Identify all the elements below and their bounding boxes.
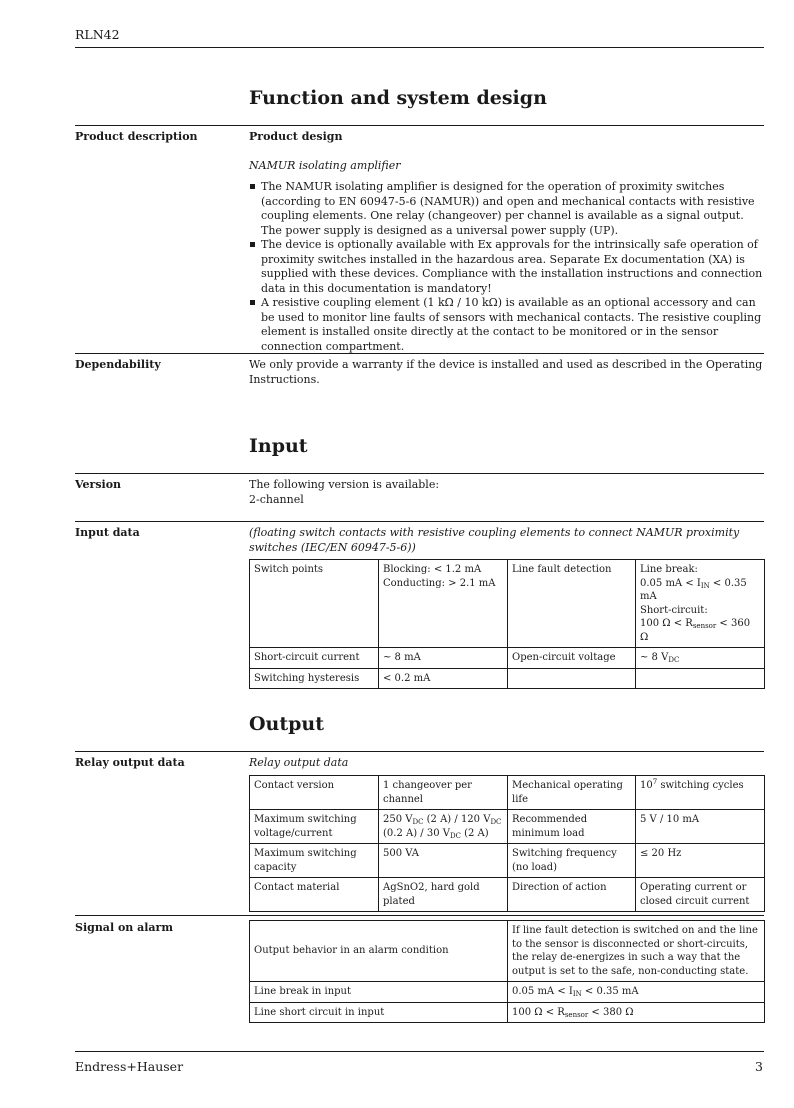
label-product-description: Product description bbox=[75, 130, 198, 143]
voltage-sub: DC bbox=[449, 831, 461, 840]
table-row bbox=[250, 982, 765, 1003]
table-row bbox=[250, 810, 765, 844]
section-title-function: Function and system design bbox=[249, 87, 547, 109]
product-bullets bbox=[249, 180, 764, 354]
table-cell: < 0.2 mA bbox=[379, 668, 508, 689]
divider bbox=[75, 473, 764, 474]
table-cell: ~ 8 mA bbox=[379, 648, 508, 669]
product-design-heading: Product design bbox=[249, 130, 343, 143]
table-cell bbox=[379, 560, 508, 648]
table-cell: Maximum switching voltage/current bbox=[250, 810, 379, 844]
table-cell: Line short circuit in input bbox=[250, 1002, 508, 1023]
table-cell bbox=[636, 668, 765, 689]
divider bbox=[75, 521, 764, 522]
range-lo: 0.05 mA < I bbox=[512, 986, 573, 997]
table-cell: Operating current or closed circuit current bbox=[636, 878, 765, 912]
version-intro: The following version is available: bbox=[249, 478, 440, 491]
voltage-line bbox=[383, 827, 503, 841]
table-cell: Line fault detection bbox=[508, 560, 636, 648]
table-cell: Mechanical operating life bbox=[508, 776, 636, 810]
table-cell: ≤ 20 Hz bbox=[636, 844, 765, 878]
label-relay-output: Relay output data bbox=[75, 756, 185, 769]
table-cell bbox=[636, 648, 765, 669]
dependability-text: We only provide a warranty if the device is installed and used as described in the Operating Instructions. bbox=[249, 358, 763, 386]
table-cell: AgSnO2, hard gold plated bbox=[379, 878, 508, 912]
table-cell bbox=[508, 668, 636, 689]
footer-divider bbox=[75, 1051, 764, 1052]
table-row bbox=[250, 878, 765, 912]
input-data-note: (floating switch contacts with resistive coupling elements to connect NAMUR proximity switches (IEC/EN 60947-5-6)) bbox=[249, 526, 740, 554]
version-value: 2-channel bbox=[249, 492, 304, 506]
namur-heading: NAMUR isolating amplifier bbox=[249, 159, 401, 172]
voltage-part: 250 V bbox=[383, 814, 413, 825]
life-base: 10 bbox=[640, 780, 653, 791]
table-row bbox=[250, 844, 765, 878]
voltage-part: (2 A) / 120 V bbox=[423, 814, 491, 825]
voltage-sub: DC bbox=[412, 818, 424, 826]
table-cell: Contact version bbox=[250, 776, 379, 810]
range-sub: IN bbox=[700, 581, 710, 590]
line-break-range bbox=[640, 577, 760, 604]
range-hi: < 380 Ω bbox=[588, 1006, 634, 1018]
voltage-sub: DC bbox=[668, 656, 680, 664]
short-circuit-range bbox=[640, 617, 760, 644]
range-lo: 100 Ω < R bbox=[640, 618, 693, 629]
table-cell bbox=[636, 560, 765, 648]
voltage-line bbox=[383, 813, 503, 827]
table-cell: 5 V / 10 mA bbox=[636, 810, 765, 844]
conducting-value: Conducting: > 2.1 mA bbox=[383, 577, 496, 589]
voltage-sub: DC bbox=[490, 818, 502, 826]
table-cell: Contact material bbox=[250, 878, 379, 912]
table-cell: Short-circuit current bbox=[250, 648, 379, 669]
table-row bbox=[250, 921, 765, 982]
label-version: Version bbox=[75, 478, 122, 491]
table-cell bbox=[379, 810, 508, 844]
table-cell: Switching frequency (no load) bbox=[508, 844, 636, 878]
table-cell: Switching hysteresis bbox=[250, 668, 379, 689]
blocking-value: Blocking: < 1.2 mA bbox=[383, 564, 482, 575]
voltage-part: (0.2 A) / 30 V bbox=[383, 827, 450, 839]
section-title-input: Input bbox=[249, 435, 308, 457]
table-cell bbox=[508, 982, 765, 1003]
divider bbox=[75, 751, 764, 752]
page-number: 3 bbox=[755, 1059, 763, 1074]
input-data-table bbox=[249, 559, 765, 689]
range-lo: 100 Ω < R bbox=[512, 1006, 565, 1018]
table-cell: Maximum switching capacity bbox=[250, 844, 379, 878]
label-dependability: Dependability bbox=[75, 358, 161, 371]
section-title-output: Output bbox=[249, 713, 325, 735]
life-exp: 7 bbox=[652, 778, 658, 786]
table-cell: Line break in input bbox=[250, 982, 508, 1003]
life-rest: switching cycles bbox=[657, 780, 744, 791]
divider bbox=[75, 353, 764, 354]
table-cell: 500 VA bbox=[379, 844, 508, 878]
table-cell: Open-circuit voltage bbox=[508, 648, 636, 669]
table-cell: Output behavior in an alarm condition bbox=[250, 921, 508, 982]
divider bbox=[75, 915, 764, 916]
short-circuit-label: Short-circuit: bbox=[640, 604, 708, 616]
relay-output-table bbox=[249, 775, 765, 912]
footer-company: Endress+Hauser bbox=[75, 1059, 184, 1074]
range-hi: < 360 Ω bbox=[640, 618, 751, 643]
voltage-value: ~ 8 V bbox=[640, 652, 669, 663]
range-sub: sensor bbox=[564, 1010, 589, 1019]
table-row bbox=[250, 776, 765, 810]
table-cell bbox=[508, 1002, 765, 1023]
range-hi: < 0.35 mA bbox=[640, 577, 747, 602]
table-cell: Direction of action bbox=[508, 878, 636, 912]
range-sub: IN bbox=[572, 990, 582, 998]
line-break-label: Line break: bbox=[640, 564, 698, 575]
divider bbox=[75, 125, 764, 126]
range-lo: 0.05 mA < I bbox=[640, 577, 701, 589]
table-row bbox=[250, 560, 765, 648]
voltage-part: (2 A) bbox=[460, 827, 489, 839]
range-hi: < 0.35 mA bbox=[581, 986, 639, 997]
table-row bbox=[250, 668, 765, 689]
label-input-data: Input data bbox=[75, 526, 140, 539]
table-cell: 1 changeover per channel bbox=[379, 776, 508, 810]
table-cell: If line fault detection is switched on and the line to the sensor is disconnected or short-circuits, the relay de-energizes in such a way that the output is set to the safe, non-conducting state. bbox=[508, 921, 765, 982]
version-text bbox=[249, 478, 764, 507]
table-row bbox=[250, 1002, 765, 1023]
range-sub: sensor bbox=[692, 622, 717, 630]
list-item: A resistive coupling element (1 kΩ / 10 kΩ) is available as an optional accessory and can be used to monitor line faults of sensors with mechanical contacts. The resistive coupling element is installed onsite directly at the contact to be monitored or in the sensor connection compartment. bbox=[249, 296, 764, 354]
header-divider bbox=[75, 47, 764, 48]
table-cell: Recommended minimum load bbox=[508, 810, 636, 844]
header-title: RLN42 bbox=[75, 27, 120, 42]
table-cell: Switch points bbox=[250, 560, 379, 648]
relay-caption: Relay output data bbox=[249, 756, 349, 769]
list-item: The device is optionally available with Ex approvals for the intrinsically safe operation of proximity switches installed in the hazardous area. Separate Ex documentation (XA) is supplied with these devices. Compliance with the installation instructions and connection data in this documentation is mandatory! bbox=[249, 238, 764, 296]
list-item: The NAMUR isolating amplifier is designed for the operation of proximity switches (according to EN 60947-5-6 (NAMUR)) and open and mechanical contacts with resistive coupling elements. One relay (changeover) per channel is available as a signal output. The power supply is designed as a universal power supply (UP). bbox=[249, 180, 764, 238]
table-row bbox=[250, 648, 765, 669]
table-cell bbox=[636, 776, 765, 810]
alarm-table bbox=[249, 920, 765, 1023]
label-signal-on-alarm: Signal on alarm bbox=[75, 921, 173, 934]
